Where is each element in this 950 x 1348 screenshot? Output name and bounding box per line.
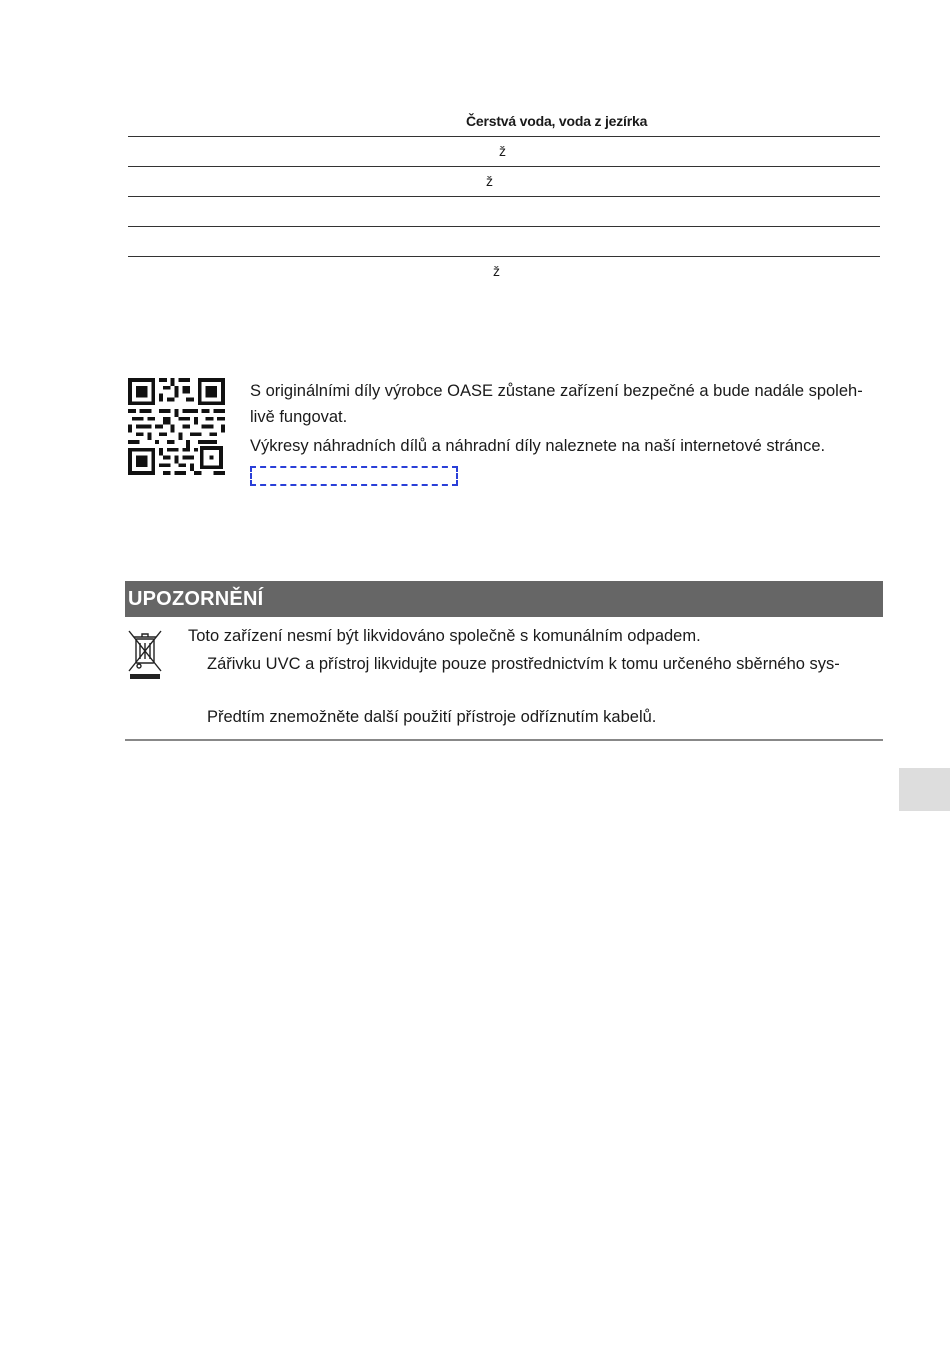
warning-body (125, 617, 883, 741)
table-row (128, 197, 880, 227)
warning-text-line: Předtím znemožněte další použití přístroje odříznutím kabelů. (207, 708, 657, 726)
crossed-out-wheelie-bin-icon (127, 627, 165, 679)
warning-title: UPOZORNĚNÍ (128, 588, 264, 610)
table-row (128, 137, 880, 167)
warning-text-line: Zářivku UVC a přístroj likvidujte pouze prostřednictvím k tomu určeného sběrného sys- (207, 655, 840, 673)
warning-text-line: Toto zařízení nesmí být likvidováno společně s komunálním odpadem. (188, 627, 701, 645)
table-cell: ž (493, 263, 500, 279)
table-cell: ž (486, 173, 493, 189)
table-header-label: Čerstvá voda, voda z jezírka (466, 113, 648, 129)
spare-parts-link[interactable] (250, 466, 458, 486)
specs-table (128, 106, 880, 286)
paragraph-line: S originálními díly výrobce OASE zůstane zařízení bezpečné a bude nadále spoleh- (250, 382, 863, 400)
table-row (128, 227, 880, 257)
qr-code-icon[interactable] (128, 378, 225, 475)
paragraph-line: livě fungovat. (250, 408, 348, 426)
page-side-tab (899, 768, 950, 811)
spare-parts-text (250, 378, 890, 459)
table-header (128, 106, 880, 137)
warning-header (125, 581, 883, 617)
spare-parts-paragraph-2: Výkresy náhradních dílů a náhradní díly naleznete na naší internetové stránce. (250, 437, 826, 455)
table-row (128, 257, 880, 286)
table-cell: ž (499, 143, 506, 159)
spare-parts-section (128, 378, 888, 498)
table-row (128, 167, 880, 197)
spare-parts-paragraph-1 (250, 378, 890, 430)
